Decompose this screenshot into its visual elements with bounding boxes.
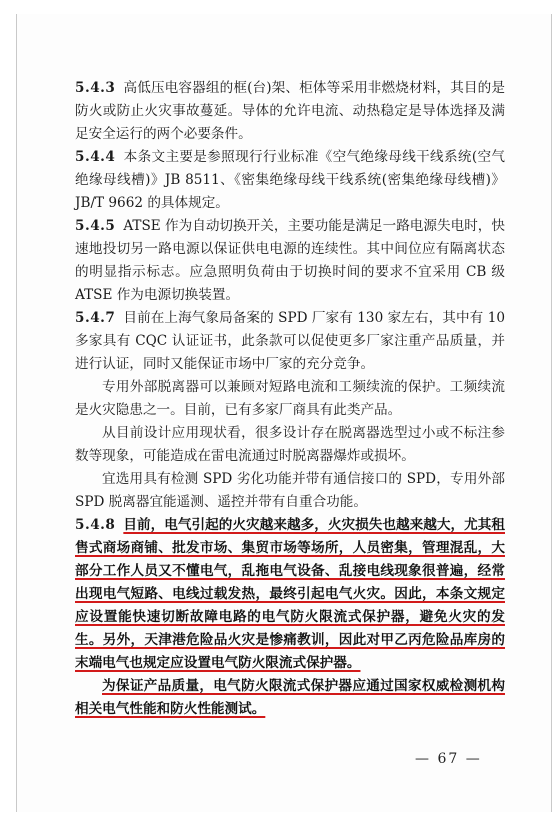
page-number: — 67 — [415,751,482,767]
document-page [16,14,552,812]
paragraph-text: 从目前设计应用现状看，很多设计存在脱离器选型过小或不标注参数等现象，可能造成在雷电流通过时脱离器爆炸或损坏。 [75,425,505,464]
paragraph-text: 宜选用具有检测 SPD 劣化功能并带有通信接口的 SPD，专用外部 SPD 脱离器宜能遥测、遥控并带有自重合功能。 [75,471,505,510]
clause-5-4-7 [75,307,505,376]
paragraph-disconnector [75,376,505,422]
clause-5-4-8 [75,514,505,675]
clause-text: 目前在上海气象局备案的 SPD 厂家有 130 家左右，其中有 10 多家具有 CQC 认证证书，此条款可以促使更多厂家注重产品质量，并进行认证，同时又能保证市场中厂家的充分竞争。 [75,310,505,372]
clause-number: 5.4.8 [75,517,116,533]
clause-5-4-4 [75,146,505,215]
clause-number: 5.4.4 [75,149,116,165]
highlighted-paragraph-text: 为保证产品质量，电气防火限流式保护器应通过国家权威检测机构相关电气性能和防火性能测试。 [75,678,505,717]
paragraph-quality-testing [75,675,505,721]
clause-text: ATSE 作为自动切换开关，主要功能是满足一路电源失电时，快速地投切另一路电源以保证供电电源的连续性。其中间位应有隔离状态的明显指示标志。应急照明负荷由于切换时间的要求不宜采用 CB 级 ATSE 作为电源切换装置。 [75,218,505,303]
clause-5-4-5 [75,215,505,307]
paragraph-design-status [75,422,505,468]
clause-text: 高低压电容器组的框(台)架、柜体等采用非燃烧材料，其目的是防火或防止火灾事故蔓延。导体的允许电流、动热稳定是导体选择及满足安全运行的两个必要条件。 [75,80,505,142]
paragraph-text: 专用外部脱离器可以兼顾对短路电流和工频续流的保护。工频续流是火灾隐患之一。目前，已有多家厂商具有此类产品。 [75,379,505,418]
clause-number: 5.4.5 [75,218,116,234]
paragraph-spd-selection [75,468,505,514]
clause-text: 本条文主要是参照现行行业标准《空气绝缘母线干线系统(空气绝缘母线槽)》JB 8511、《密集绝缘母线干线系统(密集绝缘母线槽)》JB/T 9662 的具体规定。 [75,149,505,211]
clause-number: 5.4.7 [75,310,116,326]
clause-5-4-3 [75,77,505,146]
clause-number: 5.4.3 [75,80,116,96]
document-body [75,77,505,721]
highlighted-clause-text: 目前，电气引起的火灾越来越多，火灾损失也越来越大，尤其租售式商场商铺、批发市场、集贸市场等场所，人员密集，管理混乱，大部分工作人员又不懂电气，乱拖电气设备、乱接电线现象很普遍，经常出现电气短路、电线过载发热，最终引起电气火灾。因此，本条文规定应设置能快速切断故障电路的电气防火限流式保护器，避免火灾的发生。另外，天津港危险品火灾是惨痛教训，因此对甲乙丙危险品库房的末端电气也规定应设置电气防火限流式保护器。 [75,517,505,671]
